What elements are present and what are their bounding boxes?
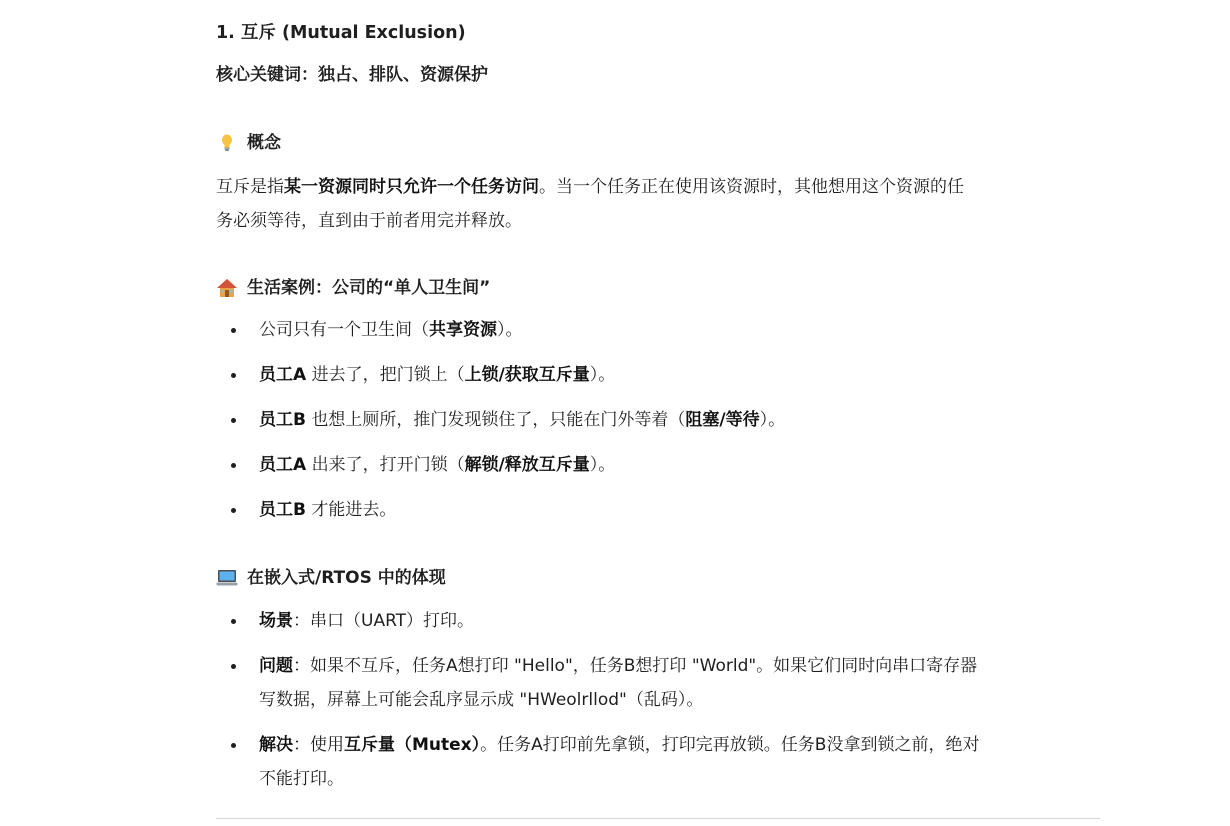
embedded-heading bbox=[216, 564, 446, 592]
life-case-heading bbox=[216, 274, 490, 302]
section-title: 1. 互斥 (Mutual Exclusion) bbox=[216, 23, 466, 43]
list-item: 员工B 才能进去。 bbox=[216, 493, 1100, 527]
list-item: 问题：如果不互斥，任务A想打印 "Hello"，任务B想打印 "World"。如果它们同时向串口寄存器 写数据，屏幕上可能会乱序显示成 "HWeolrllod"（乱码）。 bbox=[216, 649, 1100, 717]
concept-heading bbox=[216, 129, 281, 157]
lightbulb-icon bbox=[216, 132, 238, 154]
list-item: 公司只有一个卫生间（共享资源）。 bbox=[216, 313, 1100, 347]
list-item: 员工A 出来了，打开门锁（解锁/释放互斥量）。 bbox=[216, 448, 1100, 482]
section-keywords: 核心关键词：独占、排队、资源保护 bbox=[216, 65, 488, 85]
list-item: 解决：使用互斥量（Mutex）。任务A打印前先拿锁，打印完再放锁。任务B没拿到锁之前，绝对 不能打印。 bbox=[216, 728, 1100, 796]
concept-paragraph: 互斥是指某一资源同时只允许一个任务访问。当一个任务正在使用该资源时，其他想用这个资源的任 务必须等待，直到由于前者用完并释放。 bbox=[216, 177, 964, 231]
list-item: 员工A 进去了，把门锁上（上锁/获取互斥量）。 bbox=[216, 358, 1100, 392]
laptop-icon bbox=[216, 567, 238, 589]
concept-key-phrase: 某一资源同时只允许一个任务访问 bbox=[284, 177, 539, 197]
concept-heading-text: 概念 bbox=[247, 133, 281, 153]
life-case-list bbox=[216, 313, 1100, 527]
house-icon bbox=[216, 277, 238, 299]
embedded-heading-text: 在嵌入式/RTOS 中的体现 bbox=[247, 568, 446, 588]
life-case-heading-text: 生活案例：公司的“单人卫生间” bbox=[247, 278, 491, 298]
divider bbox=[216, 818, 1100, 819]
embedded-list bbox=[216, 604, 1100, 796]
list-item: 员工B 也想上厕所，推门发现锁住了，只能在门外等着（阻塞/等待）。 bbox=[216, 403, 1100, 437]
list-item: 场景：串口（UART）打印。 bbox=[216, 604, 1100, 638]
